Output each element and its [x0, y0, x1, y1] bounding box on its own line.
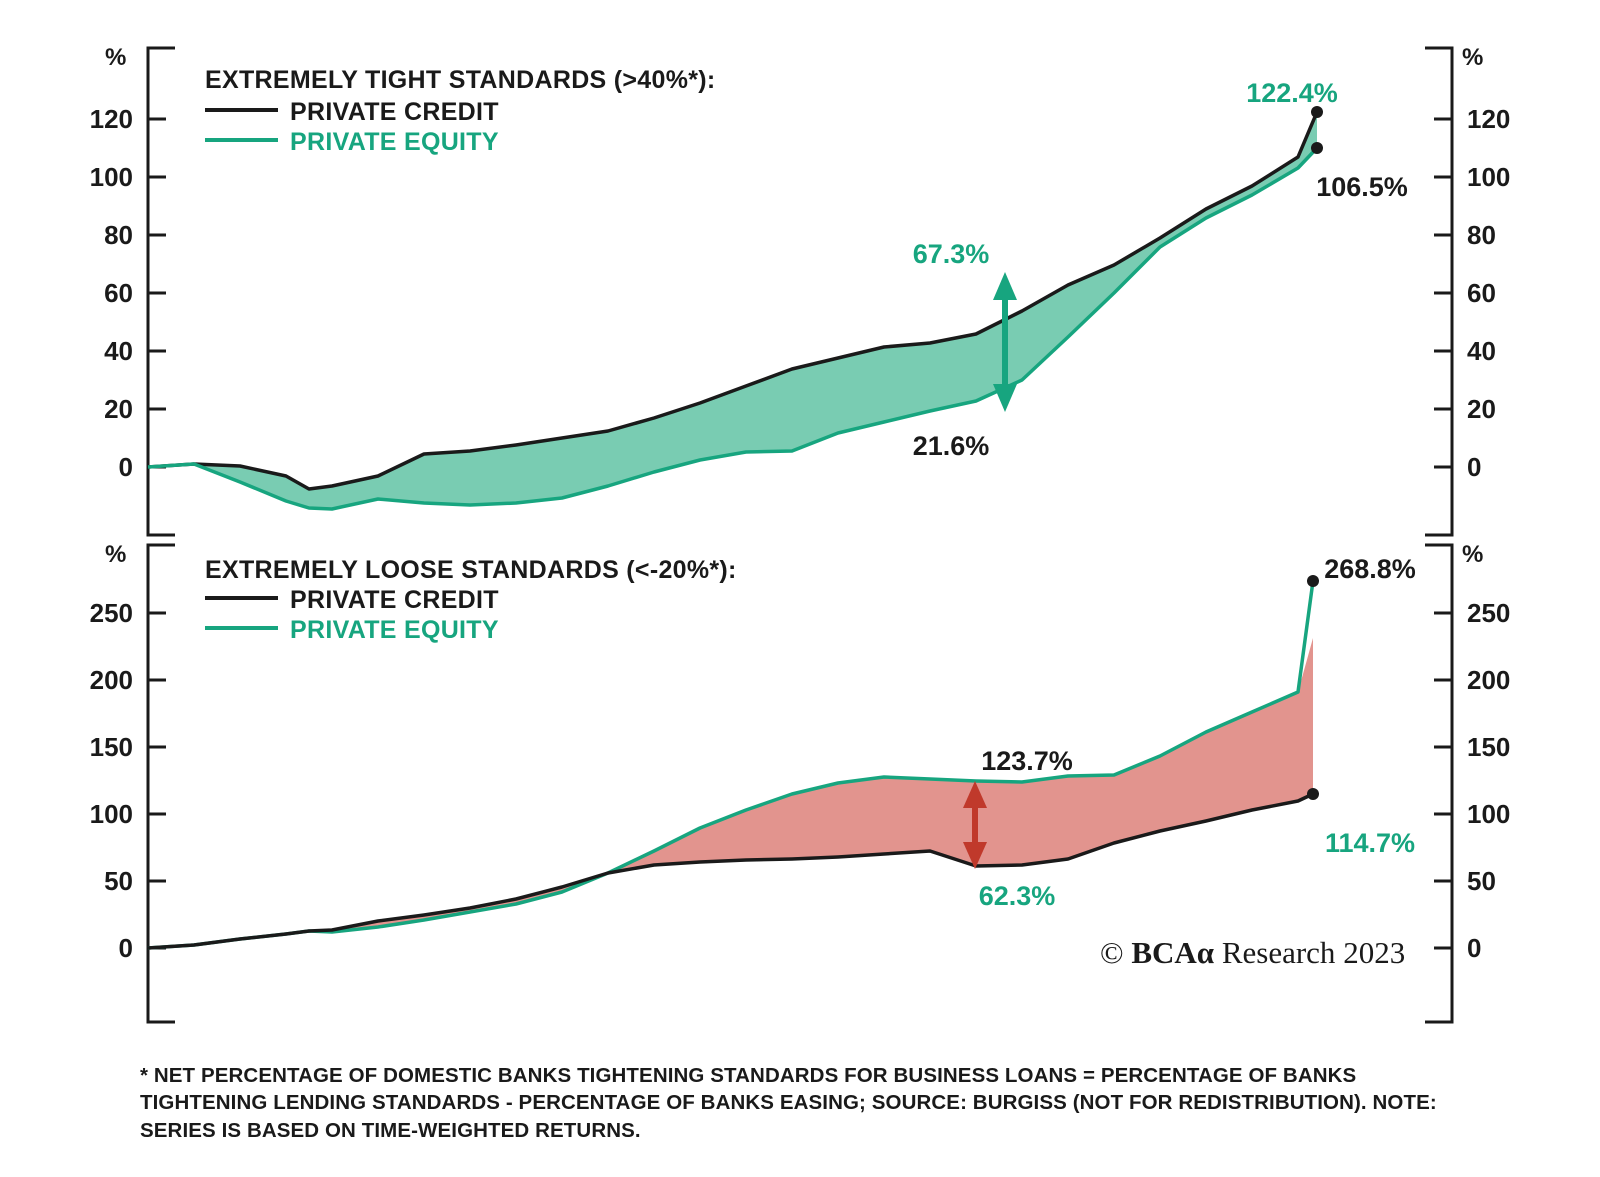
- yticks-left-tight: [148, 119, 166, 467]
- annotation-loose-end-top: 268.8%: [1324, 554, 1416, 584]
- annotation-tight-end-bottom: 106.5%: [1316, 172, 1408, 202]
- annotation-loose-arrow-top: 123.7%: [981, 746, 1073, 776]
- legend-loose: [205, 556, 737, 644]
- annotation-loose-end-bottom: 114.7%: [1324, 828, 1416, 858]
- ytick-tight-left-20: 20: [104, 394, 133, 424]
- annotation-tight-arrow-bottom: 21.6%: [912, 431, 990, 461]
- legend-label-private-credit-tight: PRIVATE CREDIT: [290, 98, 499, 126]
- ytick-tight-left-60: 60: [104, 278, 133, 308]
- legend-tight: [205, 66, 716, 156]
- ytick-loose-left-50: 50: [104, 866, 133, 896]
- ytick-tight-right-80: 80: [1467, 220, 1496, 250]
- ytick-tight-right-120: 120: [1467, 104, 1511, 134]
- ytick-loose-right-50: 50: [1467, 866, 1496, 896]
- ylabel-tight-left: %: [105, 44, 127, 71]
- ytick-loose-left-250: 250: [89, 598, 133, 628]
- endpoint-dot-loose-credit: [1307, 788, 1319, 800]
- endpoint-dot-loose-equity: [1307, 575, 1319, 587]
- ytick-tight-right-60: 60: [1467, 278, 1496, 308]
- legend-title-tight: EXTREMELY TIGHT STANDARDS (>40%*):: [205, 66, 716, 94]
- yticks-right-loose: [1434, 613, 1452, 948]
- ytick-loose-left-200: 200: [89, 665, 133, 695]
- ytick-loose-left-150: 150: [89, 732, 133, 762]
- ytick-loose-right-100: 100: [1467, 799, 1511, 829]
- yticks-right-tight: [1434, 119, 1452, 467]
- annotation-tight-arrow-top: 67.3%: [912, 239, 990, 269]
- annotation-loose-arrow-bottom: 62.3%: [978, 881, 1056, 911]
- ytick-loose-right-150: 150: [1467, 732, 1511, 762]
- ytick-tight-left-0: 0: [118, 452, 133, 482]
- ytick-tight-right-20: 20: [1467, 394, 1496, 424]
- legend-title-loose: EXTREMELY LOOSE STANDARDS (<-20%*):: [205, 556, 737, 584]
- ylabel-tight-right: %: [1462, 44, 1484, 71]
- ytick-tight-left-120: 120: [89, 104, 133, 134]
- annotation-tight-end-top: 122.4%: [1246, 78, 1338, 108]
- legend-label-private-equity-loose: PRIVATE EQUITY: [290, 616, 499, 644]
- ytick-tight-left-80: 80: [104, 220, 133, 250]
- ytick-tight-right-0: 0: [1467, 452, 1482, 482]
- yticks-left-loose: [148, 613, 166, 948]
- ytick-loose-right-200: 200: [1467, 665, 1511, 695]
- endpoint-dot-tight-equity: [1311, 142, 1323, 154]
- brand-name: BCAα: [1131, 935, 1215, 970]
- area-fill-tight: [148, 112, 1317, 509]
- ytick-tight-left-100: 100: [89, 162, 133, 192]
- ytick-loose-right-0: 0: [1467, 933, 1482, 963]
- ytick-loose-right-250: 250: [1467, 598, 1511, 628]
- ytick-loose-left-0: 0: [118, 933, 133, 963]
- copyright-credit: [1100, 935, 1405, 971]
- left-axis-loose: [148, 545, 175, 1022]
- ylabel-loose-left: %: [105, 541, 127, 568]
- panel-tight: [90, 44, 1511, 535]
- ytick-loose-left-100: 100: [89, 799, 133, 829]
- footnote: * NET PERCENTAGE OF DOMESTIC BANKS TIGHTENING STANDARDS FOR BUSINESS LOANS = PERCENTAGE OF BANKS TIGHTENING LENDING STANDARDS - PERCENTAGE OF BANKS EASING; SOURCE: BURGISS (NOT FOR REDISTRIBUTION). NOTE: SERIES IS BASED ON TIME-WEIGHTED RETURNS.: [140, 1064, 1437, 1142]
- ytick-tight-right-100: 100: [1467, 162, 1511, 192]
- right-axis-loose: [1425, 545, 1452, 1022]
- ytick-tight-right-40: 40: [1467, 336, 1496, 366]
- brand-year: 2023: [1343, 935, 1406, 970]
- ytick-tight-left-40: 40: [104, 336, 133, 366]
- legend-label-private-equity-tight: PRIVATE EQUITY: [290, 128, 499, 156]
- ylabel-loose-right: %: [1462, 541, 1484, 568]
- series-line-private-equity-tight: [148, 148, 1317, 509]
- legend-label-private-credit-loose: PRIVATE CREDIT: [290, 586, 499, 614]
- copyright-symbol: ©: [1100, 935, 1124, 970]
- brand-word: Research: [1221, 935, 1336, 970]
